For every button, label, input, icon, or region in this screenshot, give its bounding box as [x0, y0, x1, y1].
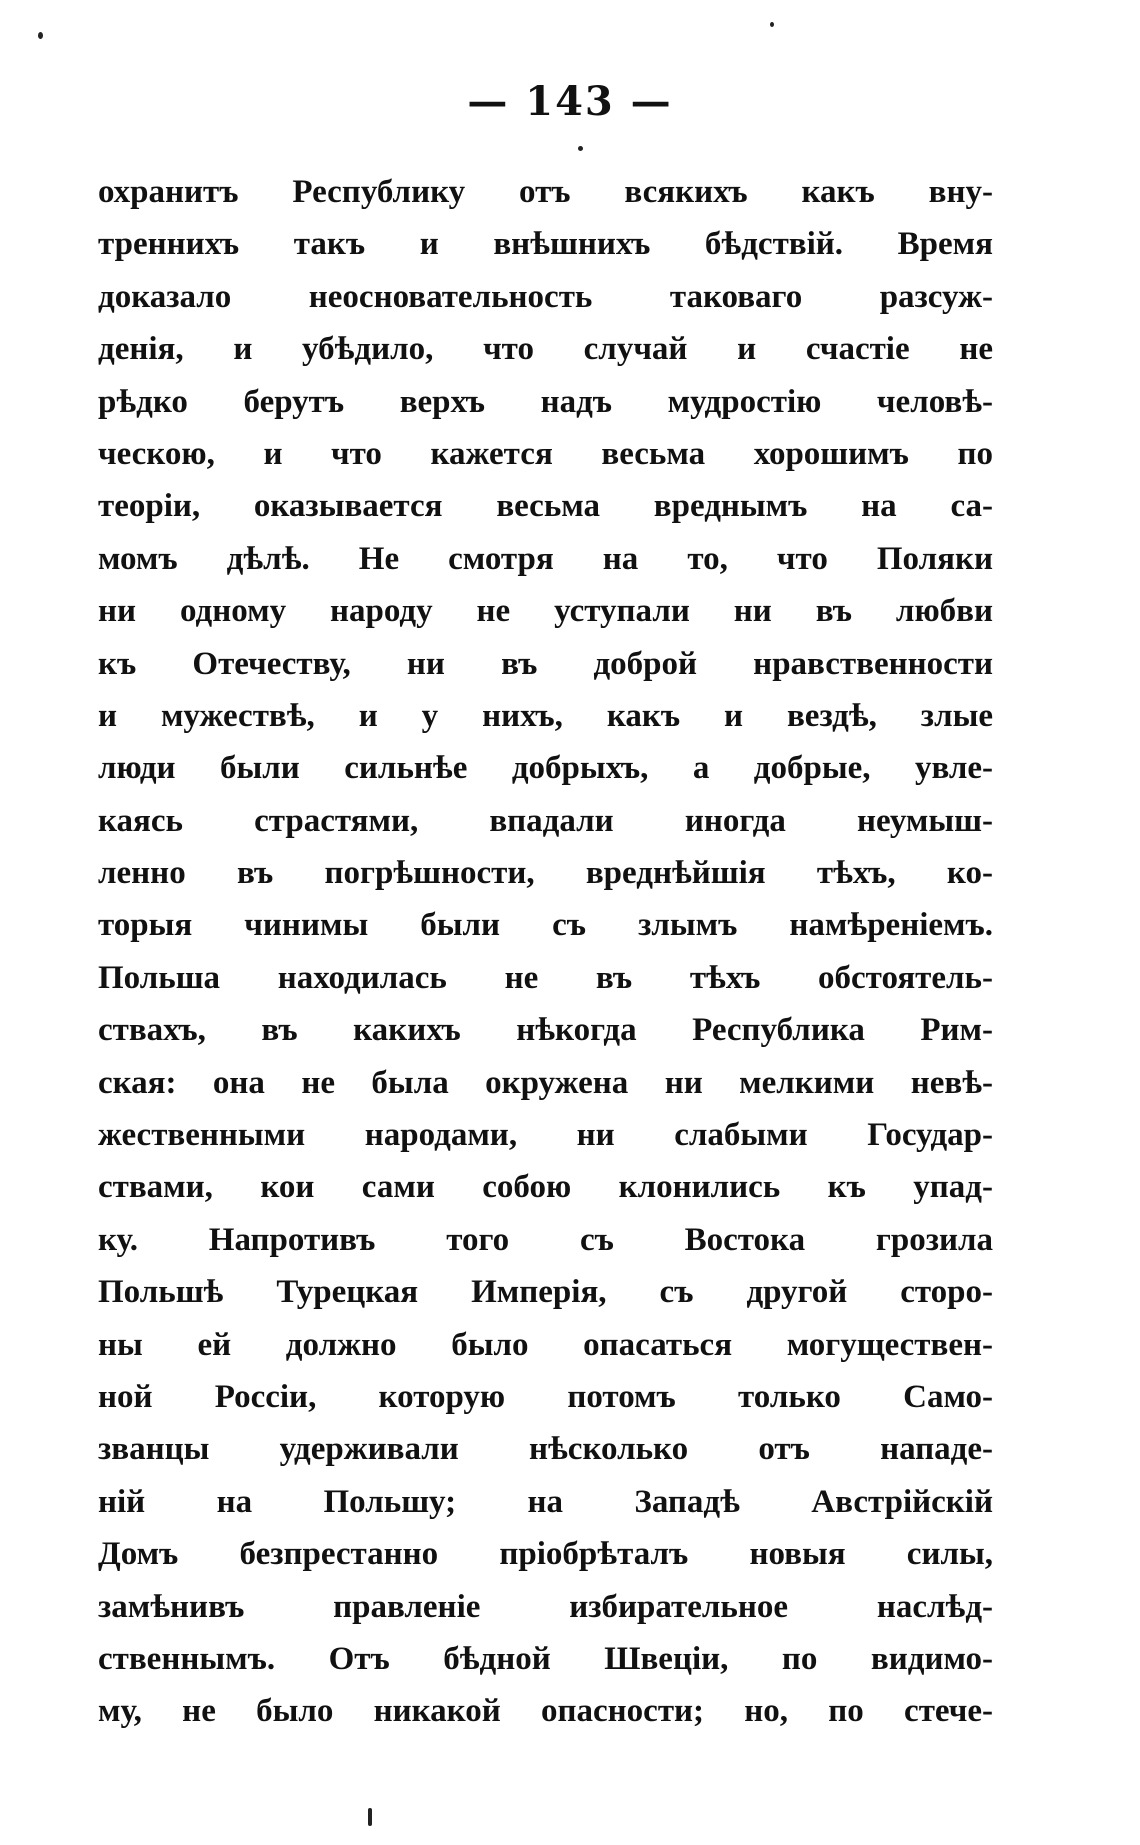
text-line: къ Отечеству, ни въ доброй нравственности [98, 645, 993, 682]
text-line: ной Россіи, которую потомъ только Само- [98, 1378, 993, 1415]
ink-speck [578, 146, 583, 151]
text-line: момъ дѣлѣ. Не смотря на то, что Поляки [98, 540, 993, 577]
text-line: ку. Напротивъ того съ Востока грозила [98, 1221, 993, 1258]
text-line: ни одному народу не уступали ни въ любви [98, 593, 993, 630]
ink-speck [38, 32, 43, 39]
text-line: ны ей должно было опасаться могуществен- [98, 1326, 993, 1363]
text-line: люди были сильнѣе добрыхъ, а добрые, увле- [98, 750, 993, 787]
text-line: ній на Польшу; на Западѣ Австрійскій [98, 1483, 993, 1520]
text-line: ствами, кои сами собою клонились къ упад- [98, 1169, 993, 1206]
text-line: доказало неосновательность таковаго разсуж- [98, 278, 993, 315]
ink-speck [770, 22, 774, 27]
text-line: ствахъ, въ какихъ нѣкогда Республика Рим- [98, 1012, 993, 1049]
text-line: теоріи, оказывается весьма вреднымъ на са- [98, 488, 993, 525]
text-line: Польша находилась не въ тѣхъ обстоятель- [98, 959, 993, 996]
text-line: каясь страстями, впадали иногда неумыш- [98, 802, 993, 839]
text-line: Польшѣ Турецкая Имперія, съ другой сторо- [98, 1274, 993, 1311]
text-line: Домъ безпрестанно пріобрѣталъ новыя силы, [98, 1536, 993, 1573]
text-line: торыя чинимы были съ злымъ намѣреніемъ. [98, 907, 993, 944]
text-line: ческою, и что кажется весьма хорошимъ по [98, 435, 993, 472]
text-line: треннихъ такъ и внѣшнихъ бѣдствій. Время [98, 226, 993, 263]
text-line: ственнымъ. Отъ бѣдной Швеціи, по видимо- [98, 1640, 993, 1677]
page-number: — 143 — [467, 78, 673, 125]
text-line: замѣнивъ правленіе избирательное наслѣд- [98, 1588, 993, 1625]
text-line: охранитъ Республику отъ всякихъ какъ вну- [98, 174, 993, 210]
text-line: и мужествѣ, и у нихъ, какъ и вездѣ, злые [98, 697, 993, 734]
text-line: му, не было никакой опасности; но, по стече- [98, 1693, 993, 1730]
text-line: ская: она не была окружена ни мелкими невѣ- [98, 1064, 993, 1101]
ink-speck [368, 1808, 372, 1826]
text-line: денія, и убѣдило, что случай и счастіе не [98, 331, 993, 368]
text-line: ленно въ погрѣшности, вреднѣйшія тѣхъ, ко- [98, 855, 993, 892]
text-line: жественными народами, ни слабыми Государ- [98, 1117, 993, 1154]
text-line: званцы удерживали нѣсколько отъ нападе- [98, 1431, 993, 1468]
body-text [98, 166, 993, 1738]
text-line: рѣдко берутъ верхъ надъ мудростію человѣ- [98, 383, 993, 420]
